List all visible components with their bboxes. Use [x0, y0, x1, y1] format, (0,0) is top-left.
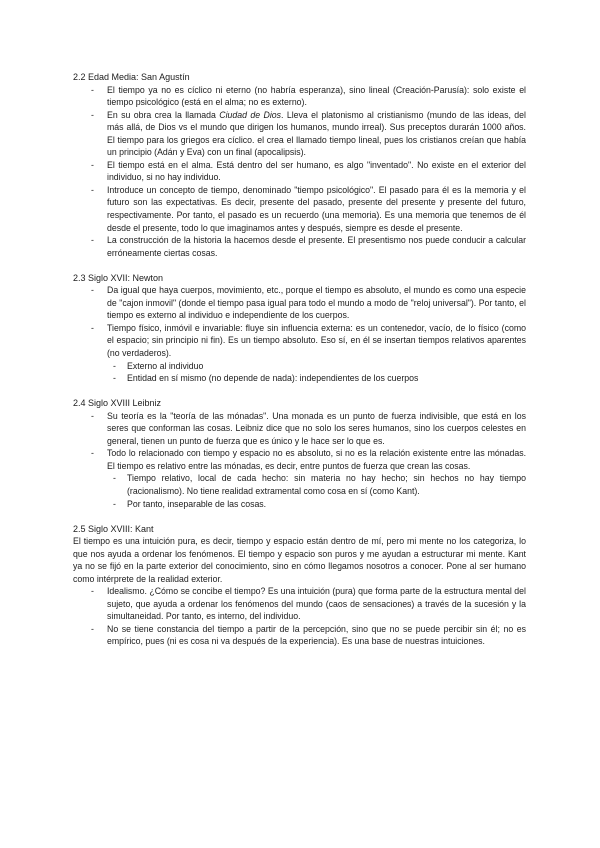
section-intro: El tiempo es una intuición pura, es decir, tiempo y espacio están dentro de mí, pero mi mente no los categoriza, lo que nos ayuda a ordenar los fenómenos. El tiempo y espacio son puros y me ayudan a estructurar mi mente. Kant ya no se fijó en la parte exterior del conocimiento, sino en cómo llegamos nosotros a conocer. Pone al ser humano como intérprete de la realidad exterior.: [73, 536, 526, 584]
list-item: - Idealismo. ¿Cómo se concibe el tiempo? Es una intuición (pura) que forma parte de la estructura mental del sujeto, que ayuda a ordenar los fenómenos del mundo (caos de sensaciones) a través de la sucesión y la simultaneidad. Por tanto, es interno, del individuo.: [107, 585, 526, 623]
section-heading: 2.3 Siglo XVII: Newton: [73, 272, 164, 283]
section-heading: 2.2 Edad Media: San Agustín: [73, 72, 190, 82]
list-item: - Introduce un concepto de tiempo, denominado "tiempo psicológico". El pasado para él es la memoria y el futuro son las expectativas. Es decir, presente del pasado, presente del presente y presente del futuro, respectivamente. Por tanto, el pasado es un recuerdo (una memoria). Es una memoria que tenemos de él desde el presente, todo lo que imaginamos antes y después, siempre es desde el presente.: [107, 184, 526, 234]
sub-list: [107, 472, 526, 510]
list-item: - Su teoría es la "teoría de las mónadas". Una monada es un punto de fuerza indivisible, que está en los seres que conforman las cosas. Leibniz dice que no solo los seres humanos, sino los cuerpos celestes en general, tienen un punto de fuerza que es único y le hace ser lo que es.: [107, 410, 526, 448]
item-text: Tiempo físico, inmóvil e invariable: fluye sin influencia externa: es un contenedor, vacío, de lo físico (como el espacio; sin principio ni fin). Es un tiempo absoluto. Eso sí, en él se insertan tiempos relativos aparentes (no verdaderos).: [107, 322, 526, 358]
list-item: - La construcción de la historia la hacemos desde el presente. El presentismo nos puede conducir a calcular erróneamente ciertas cosas.: [107, 234, 526, 259]
list-item: - No se tiene constancia del tiempo a partir de la percepción, sino que no se puede percibir sin él; no es empírico, pues (ni es cosa ni va después de la experiencia). Es una base de nuestras intuiciones.: [107, 623, 526, 648]
section-leibniz: [73, 397, 526, 510]
section-newton: [73, 272, 526, 385]
sub-list-item: - Tiempo relativo, local de cada hecho: sin materia no hay hecho; sin hechos no hay tiempo (racionalismo). No tiene realidad extramental como cosa en sí (como Kant).: [127, 472, 526, 497]
sub-list-item: - Entidad en sí mismo (no depende de nada): independientes de los cuerpos: [127, 372, 526, 385]
book-title: Ciudad de Dios: [219, 109, 282, 120]
bullet-list: [73, 84, 526, 260]
bullet-list: [73, 284, 526, 384]
item-text: . Lleva el platonismo al cristianismo (mundo de las ideas, del más allá, de Dios vs el mundo que dirigen los humanos, mundo irreal). Sus preceptos durarán 1000 años. El tiempo para los griegos era cíclico. el crea el llamado tiempo lineal, pues los cristianos creían que había un principio (Adán y Eva) con un final (apocalipsis).: [107, 109, 526, 158]
list-item: - El tiempo ya no es cíclico ni eterno (no habría esperanza), sino lineal (Creación-Parusía): solo existe el tiempo psicológico (está en el alma; no es externo).: [107, 84, 526, 109]
section-heading: 2.5 Siglo XVIII: Kant: [73, 523, 154, 534]
section-heading: 2.4 Siglo XVIII Leibniz: [73, 398, 162, 409]
list-item: [107, 447, 526, 510]
sub-list: [107, 360, 526, 385]
item-text: En su obra crea la llamada: [107, 109, 220, 120]
bullet-list: [73, 410, 526, 510]
list-item: [107, 109, 526, 159]
list-item: - El tiempo está en el alma. Está dentro del ser humano, es algo "inventado". No existe en el exterior del individuo, si no hay individuo.: [107, 159, 526, 184]
list-item: - Da igual que haya cuerpos, movimiento, etc., porque el tiempo es absoluto, el mundo es como una especie de "cajon inmovil" (donde el tiempo pasa igual para todo el mundo a modo de "reloj universal"). Por tanto, el tiempo es externo al individuo e independiente de los cuerpos.: [107, 284, 526, 322]
item-text: Todo lo relacionado con tiempo y espacio no es absoluto, si no es la relación existente entre las mónadas. El tiempo es relativo entre las mónadas, es decir, entre puntos de fuerza que crean las cosas.: [107, 448, 526, 471]
sub-list-item: - Por tanto, inseparable de las cosas.: [127, 498, 526, 511]
list-item: [107, 322, 526, 385]
bullet-list: [73, 585, 526, 648]
section-san-agustin: [73, 71, 526, 259]
sub-list-item: - Externo al individuo: [127, 360, 526, 373]
section-kant: [73, 523, 526, 648]
